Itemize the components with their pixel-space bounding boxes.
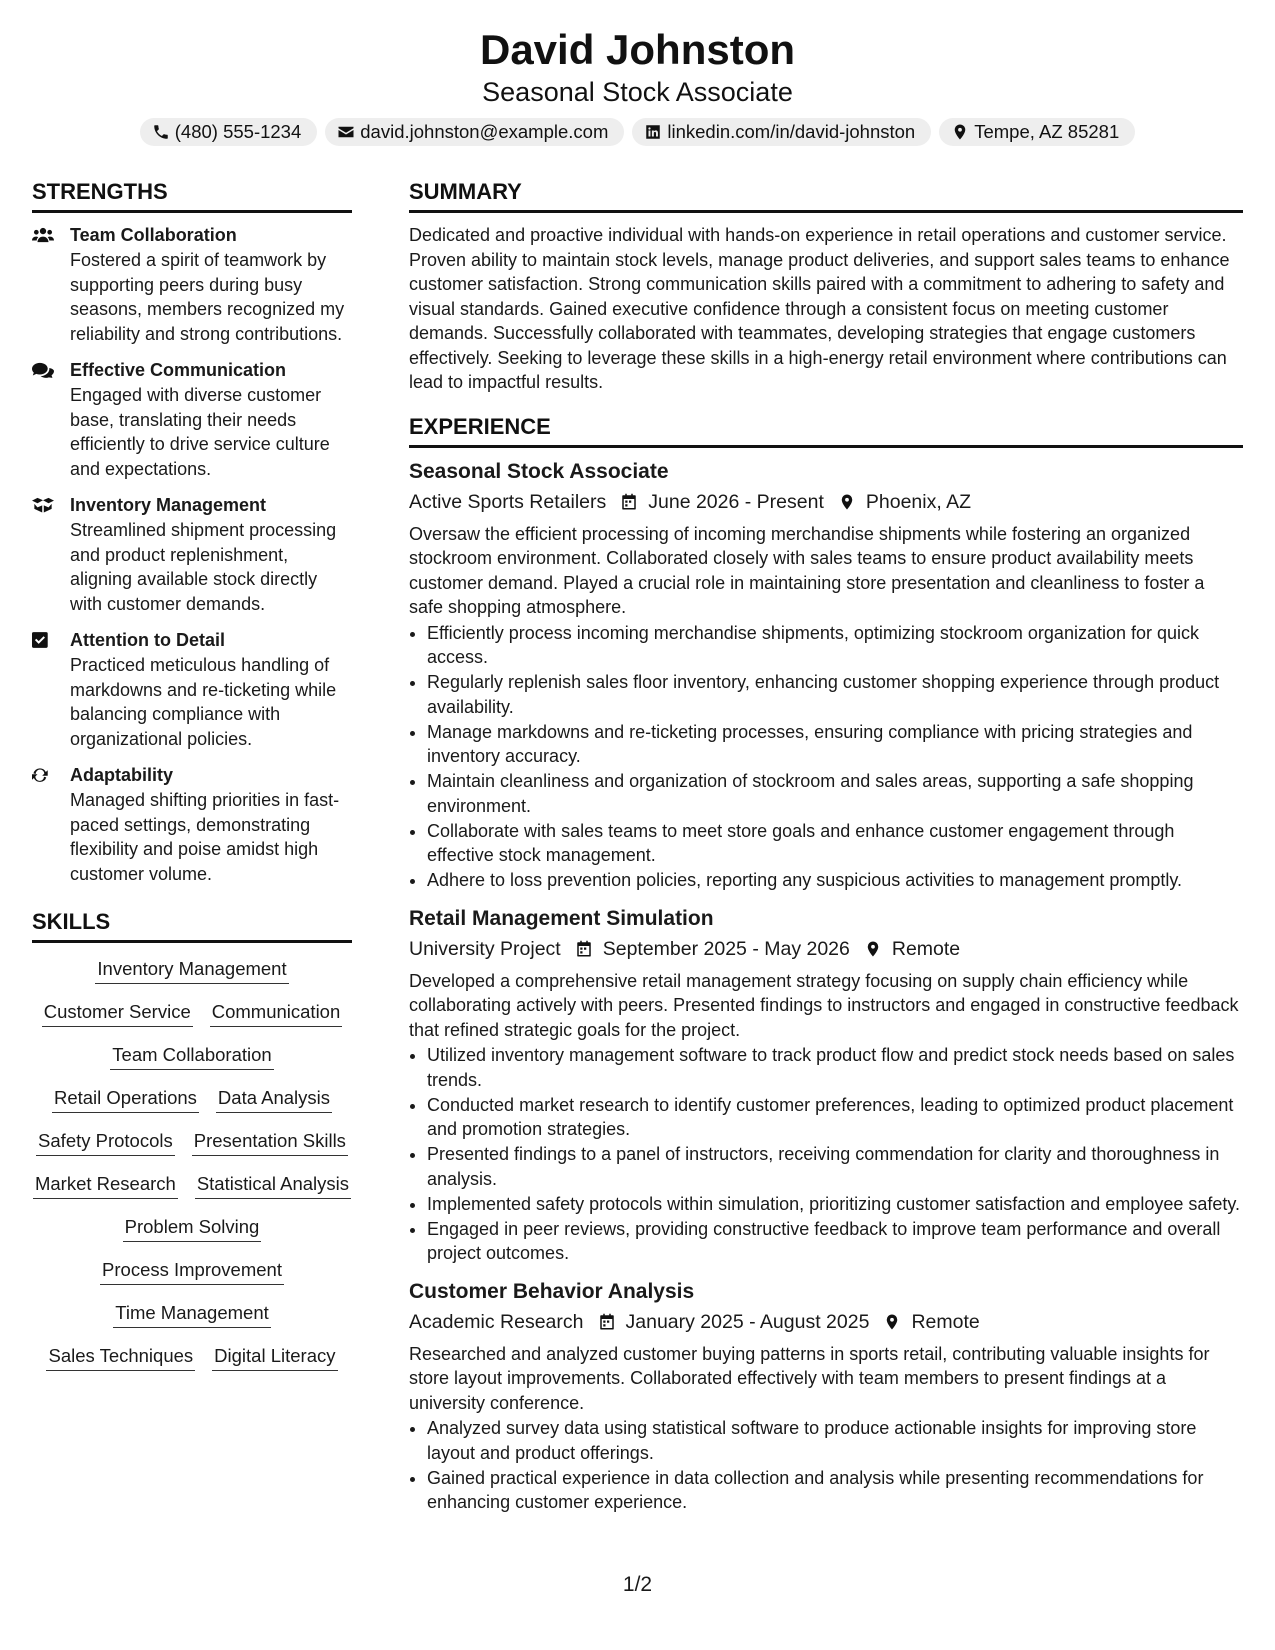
job-description: Researched and analyzed customer buying patterns in sports retail, contributing valuable insights for store layout improvements. Collaborated effectively with team members to present findings at a university conference. bbox=[409, 1343, 1210, 1413]
contact-bar bbox=[0, 118, 1275, 146]
right-column bbox=[409, 178, 1243, 1527]
strength-title: Team Collaboration bbox=[70, 225, 237, 245]
phone-text: (480) 555-1234 bbox=[174, 121, 302, 142]
strength-desc: Managed shifting priorities in fast-paced settings, demonstrating flexibility and poise amidst high customer volume. bbox=[70, 790, 340, 884]
bullet-item: • Analyzed survey data using statistical software to produce actionable insights for improving store layout and product offerings. bbox=[427, 1416, 1243, 1465]
experience-entry bbox=[409, 905, 1243, 1266]
job-org: University Project bbox=[409, 937, 561, 960]
skill-tag: Digital Literacy bbox=[212, 1344, 337, 1371]
job-dates: September 2025 - May 2026 bbox=[602, 937, 850, 960]
bullet-item: • Engaged in peer reviews, providing constructive feedback to improve team performance and overall project outcomes. bbox=[427, 1217, 1243, 1266]
resume-header bbox=[0, 0, 1275, 146]
skill-tag: Problem Solving bbox=[123, 1215, 262, 1242]
bullet-item: • Manage markdowns and re-ticketing processes, ensuring compliance with pricing strategies and inventory accuracy. bbox=[427, 720, 1243, 769]
strength-item bbox=[32, 493, 352, 616]
linkedin-text: linkedin.com/in/david-johnston bbox=[667, 121, 916, 142]
checkbox-icon bbox=[32, 631, 54, 649]
calendar-icon bbox=[620, 493, 638, 511]
map-pin-icon bbox=[883, 1313, 901, 1331]
envelope-icon bbox=[337, 123, 355, 141]
strength-desc: Streamlined shipment processing and product replenishment, aligning available stock directly with customer demands. bbox=[70, 520, 337, 614]
strength-item bbox=[32, 358, 352, 481]
job-dates: January 2025 - August 2025 bbox=[625, 1310, 870, 1333]
job-meta bbox=[409, 935, 1243, 963]
email-text: david.johnston@example.com bbox=[360, 121, 609, 142]
job-meta bbox=[409, 1308, 1243, 1336]
candidate-title: Seasonal Stock Associate bbox=[482, 77, 793, 107]
skill-tag: Communication bbox=[210, 1000, 343, 1027]
skills-list bbox=[32, 957, 352, 1371]
job-bullets bbox=[409, 1043, 1243, 1266]
skill-tag: Customer Service bbox=[42, 1000, 193, 1027]
candidate-name: David Johnston bbox=[479, 26, 796, 73]
strength-item bbox=[32, 763, 352, 886]
job-location: Remote bbox=[891, 937, 961, 960]
strength-desc: Engaged with diverse customer base, translating their needs efficiently to drive service culture and expectations. bbox=[70, 385, 330, 479]
calendar-icon bbox=[598, 1313, 616, 1331]
job-description: Oversaw the efficient processing of incoming merchandise shipments while fostering an organized stockroom environment. Collaborated closely with sales teams to ensure product availability meets customer demand. Played a crucial role in maintaining store presentation and cleanliness to foster a safe shopping atmosphere. bbox=[409, 523, 1205, 617]
strengths-heading: STRENGTHS bbox=[32, 178, 352, 213]
job-location: Remote bbox=[911, 1310, 980, 1333]
job-title: Seasonal Stock Associate bbox=[409, 459, 669, 483]
experience-entry bbox=[409, 458, 1243, 893]
strength-title: Attention to Detail bbox=[70, 630, 225, 650]
users-icon bbox=[32, 226, 54, 244]
skill-tag: Data Analysis bbox=[216, 1086, 332, 1113]
strength-title: Effective Communication bbox=[70, 360, 287, 380]
bullet-item: • Efficiently process incoming merchandise shipments, optimizing stockroom organization for quick access. bbox=[427, 621, 1243, 670]
bullet-item: • Collaborate with sales teams to meet store goals and enhance customer engagement through effective stock management. bbox=[427, 819, 1243, 868]
bullet-item: • Adhere to loss prevention policies, reporting any suspicious activities to management promptly. bbox=[427, 868, 1243, 893]
bullet-item: • Maintain cleanliness and organization of stockroom and sales areas, supporting a safe shopping environment. bbox=[427, 769, 1243, 818]
contact-email[interactable] bbox=[325, 118, 624, 146]
strength-item bbox=[32, 223, 352, 346]
skill-tag: Retail Operations bbox=[52, 1086, 199, 1113]
bullet-item: • Gained practical experience in data collection and analysis while presenting recommendations for enhancing customer experience. bbox=[427, 1466, 1243, 1515]
skill-tag: Inventory Management bbox=[95, 957, 288, 984]
strength-desc: Practiced meticulous handling of markdowns and re-ticketing while balancing compliance with organizational policies. bbox=[70, 655, 337, 749]
experience-entry bbox=[409, 1278, 1243, 1515]
strength-desc: Fostered a spirit of teamwork by supporting peers during busy seasons, members recognized my reliability and strong contributions. bbox=[70, 250, 345, 344]
bullet-item: • Regularly replenish sales floor inventory, enhancing customer shopping experience through product availability. bbox=[427, 670, 1243, 719]
skill-tag: Team Collaboration bbox=[110, 1043, 273, 1070]
bullet-item: • Implemented safety protocols within simulation, prioritizing customer satisfaction and employee safety. bbox=[427, 1192, 1243, 1217]
skill-tag: Market Research bbox=[33, 1172, 178, 1199]
skill-tag: Process Improvement bbox=[100, 1258, 284, 1285]
experience-heading: EXPERIENCE bbox=[409, 413, 1243, 448]
skill-tag: Presentation Skills bbox=[192, 1129, 348, 1156]
strength-item bbox=[32, 628, 352, 751]
map-pin-icon bbox=[864, 940, 882, 958]
skill-tag: Time Management bbox=[113, 1301, 271, 1328]
bullet-item: • Conducted market research to identify customer preferences, leading to optimized product placement and promotion strategies. bbox=[427, 1093, 1243, 1142]
job-bullets bbox=[409, 1416, 1243, 1515]
skill-tag: Sales Techniques bbox=[46, 1344, 195, 1371]
left-column bbox=[32, 178, 352, 1371]
job-org: Academic Research bbox=[409, 1310, 584, 1333]
job-meta bbox=[409, 488, 1243, 516]
contact-linkedin[interactable] bbox=[632, 118, 931, 146]
job-title: Customer Behavior Analysis bbox=[409, 1279, 695, 1303]
skills-heading: SKILLS bbox=[32, 908, 352, 943]
map-pin-icon bbox=[951, 123, 969, 141]
job-dates: June 2026 - Present bbox=[648, 490, 824, 513]
summary-text: Dedicated and proactive individual with hands-on experience in retail operations and customer service. Proven ability to maintain stock levels, manage product deliveries, and support sales teams to enhance customer satisfaction. Strong communication skills paired with a commitment to adhering to safety and visual standards. Gained executive confidence through a consistent focus on meeting customer demands. Successfully collaborated with teammates, developing strategies that engage customers effectively. Seeking to leverage these skills in a high-energy retail environment where contributions can lead to impactful results. bbox=[409, 225, 1230, 392]
box-open-icon bbox=[32, 496, 54, 514]
skill-tag: Statistical Analysis bbox=[195, 1172, 351, 1199]
page-number: 1/2 bbox=[622, 1573, 653, 1596]
sync-icon bbox=[32, 766, 54, 784]
phone-icon bbox=[152, 123, 170, 141]
bullet-item: • Presented findings to a panel of instructors, receiving commendation for clarity and thoroughness in analysis. bbox=[427, 1142, 1243, 1191]
job-description: Developed a comprehensive retail management strategy focusing on supply chain efficiency while collaborating actively with peers. Presented findings to instructors and engaged in constructive feedback that refined strategic goals for the project. bbox=[409, 970, 1239, 1040]
strength-title: Adaptability bbox=[70, 765, 174, 785]
comments-icon bbox=[32, 361, 54, 379]
summary-heading: SUMMARY bbox=[409, 178, 1243, 213]
job-bullets bbox=[409, 621, 1243, 893]
bullet-item: • Utilized inventory management software to track product flow and predict stock needs based on sales trends. bbox=[427, 1043, 1243, 1092]
linkedin-icon bbox=[644, 123, 662, 141]
location-text: Tempe, AZ 85281 bbox=[974, 121, 1120, 142]
skill-tag: Safety Protocols bbox=[36, 1129, 175, 1156]
strength-title: Inventory Management bbox=[70, 495, 267, 515]
map-pin-icon bbox=[838, 493, 856, 511]
calendar-icon bbox=[575, 940, 593, 958]
contact-location bbox=[939, 118, 1135, 146]
job-location: Phoenix, AZ bbox=[865, 490, 972, 513]
job-title: Retail Management Simulation bbox=[409, 906, 714, 930]
contact-phone[interactable] bbox=[140, 118, 318, 146]
job-org: Active Sports Retailers bbox=[409, 490, 607, 513]
